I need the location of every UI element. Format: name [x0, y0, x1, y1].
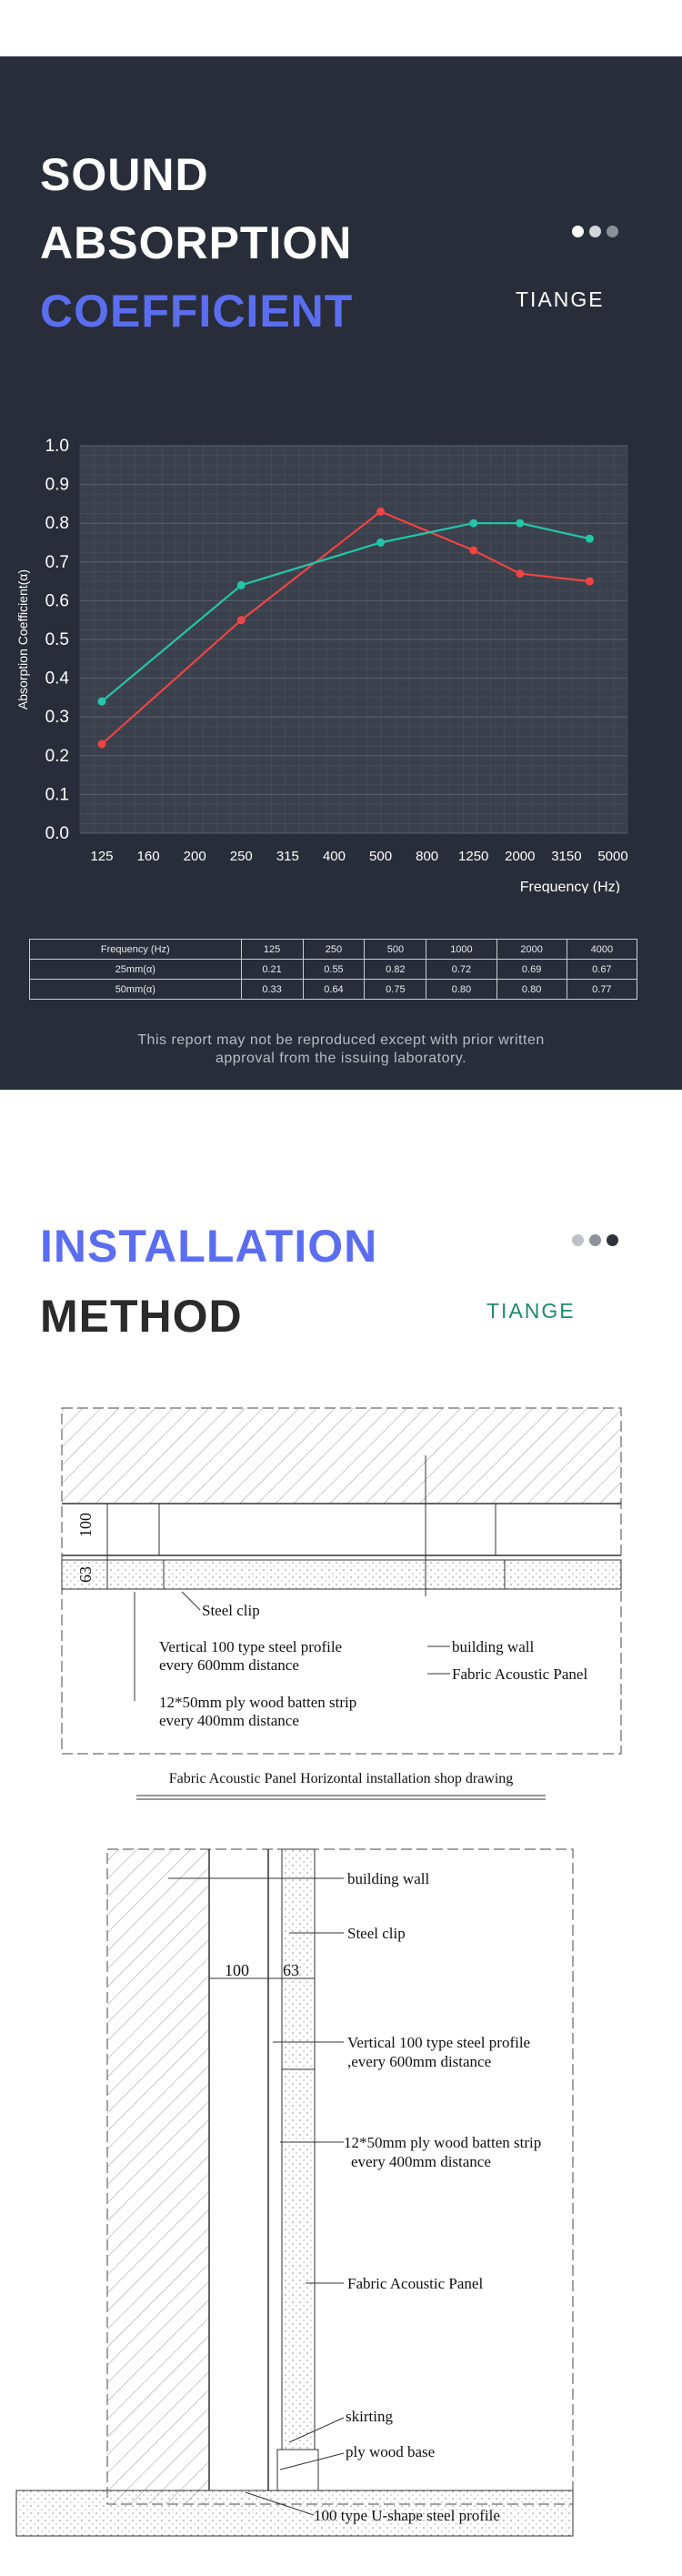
- dot-1: [572, 226, 584, 237]
- report-note-line-1: This report may not be reproduced except with prior written: [137, 1032, 545, 1048]
- v-panel-label: Fabric Acoustic Panel: [347, 2275, 484, 2292]
- x-tick-label: 500: [369, 849, 393, 864]
- horizontal-install-drawing: [0, 1401, 682, 1810]
- y-tick-label: 0.0: [45, 824, 69, 843]
- x-tick-label: 800: [416, 849, 439, 864]
- v-dim-100-label: 100: [225, 1961, 249, 1979]
- x-tick-label: 400: [322, 849, 346, 864]
- x-axis-label: Frequency (Hz): [519, 880, 620, 893]
- y-tick-label: 0.4: [45, 669, 69, 689]
- profile-label-1: Vertical 100 type steel profile: [159, 1638, 343, 1655]
- table-cell: 0.21: [241, 960, 303, 980]
- skirting-block: [277, 2450, 318, 2490]
- table-cell: 0.55: [303, 960, 365, 980]
- steel-clip-label: Steel clip: [202, 1602, 260, 1619]
- dim-100-label: 100: [76, 1513, 95, 1537]
- series-point-0: [516, 569, 524, 578]
- y-tick-label: 0.8: [45, 514, 69, 534]
- table-cell: 0.75: [365, 980, 426, 1000]
- table-header-row: [30, 940, 637, 960]
- dot-3: [607, 226, 618, 237]
- dim-63-label: 63: [76, 1566, 95, 1583]
- batten-label-2: every 400mm distance: [159, 1712, 299, 1729]
- table-cell: 0.77: [567, 980, 637, 1000]
- title-sound: SOUND: [40, 149, 209, 200]
- y-tick-label: 0.9: [45, 475, 69, 495]
- table-cell: 0.69: [496, 960, 567, 980]
- x-tick-label: 250: [229, 849, 253, 864]
- series-point-0: [237, 616, 246, 624]
- series-point-1: [516, 519, 524, 528]
- x-tick-label: 1250: [458, 849, 489, 864]
- y-axis-label: Absorption Coefficient(α): [15, 569, 30, 710]
- table-header-cell: 500: [365, 940, 426, 960]
- title-installation: INSTALLATION: [40, 1221, 378, 1272]
- v-steel-clip-label: Steel clip: [347, 1925, 406, 1942]
- series-point-1: [376, 538, 385, 547]
- v-batten-label-1: 12*50mm ply wood batten strip: [344, 2134, 542, 2151]
- wall-label: building wall: [452, 1638, 535, 1655]
- x-tick-label: 3150: [551, 849, 582, 864]
- panel-strip: [62, 1560, 621, 1589]
- horizontal-caption: Fabric Acoustic Panel Horizontal installation shop drawing: [168, 1771, 514, 1786]
- pagination-dots-2: [572, 1234, 618, 1246]
- series-point-0: [586, 578, 594, 586]
- series-point-1: [469, 519, 477, 528]
- table-header-cell: 1000: [426, 940, 496, 960]
- table-cell: 0.64: [303, 980, 365, 1000]
- absorption-chart: [0, 438, 682, 893]
- panel-label: Fabric Acoustic Panel: [452, 1665, 588, 1683]
- v-profile-label-2: ,every 600mm distance: [347, 2053, 492, 2070]
- y-tick-label: 0.6: [45, 591, 69, 611]
- title-method: METHOD: [40, 1291, 243, 1342]
- pagination-dots: [572, 226, 618, 237]
- x-tick-label: 200: [183, 849, 206, 864]
- table-header-cell: 2000: [496, 940, 567, 960]
- y-tick-label: 0.5: [45, 630, 69, 649]
- vertical-install-drawing: [0, 1842, 682, 2570]
- table-header-cell: 4000: [567, 940, 637, 960]
- v-wall-label: building wall: [347, 1870, 430, 1887]
- v-u-profile-label: 100 type U-shape steel profile: [314, 2507, 500, 2524]
- y-tick-label: 1.0: [45, 438, 69, 456]
- brand-logo-text: TIANGE: [486, 1299, 576, 1323]
- brand-logo-text: TIANGE: [516, 287, 605, 311]
- table-header-cell: 250: [303, 940, 365, 960]
- title-absorption: ABSORPTION: [40, 217, 353, 268]
- dot-2: [589, 226, 601, 237]
- table-cell: 0.80: [426, 980, 496, 1000]
- table-cell: 0.33: [241, 980, 303, 1000]
- v-profile-label-1: Vertical 100 type steel profile: [347, 2034, 531, 2051]
- series-point-1: [237, 581, 246, 589]
- coefficient-table: [29, 939, 637, 1000]
- profile-label-2: every 600mm distance: [159, 1656, 299, 1674]
- table-cell: 0.82: [365, 960, 426, 980]
- v-dim-63-label: 63: [283, 1961, 299, 1979]
- table-cell: 0.80: [496, 980, 567, 1000]
- series-point-1: [98, 698, 106, 706]
- y-tick-label: 0.1: [45, 785, 69, 805]
- table-cell: 50mm(α): [30, 980, 242, 1000]
- dot-2: [589, 1234, 601, 1246]
- sound-section: [0, 56, 682, 1090]
- table-cell: 0.67: [567, 960, 637, 980]
- wall-hatch: [107, 1849, 209, 2504]
- report-note-line-2: approval from the issuing laboratory.: [215, 1051, 467, 1066]
- batten-label-1: 12*50mm ply wood batten strip: [159, 1694, 357, 1711]
- brand-logo: [516, 287, 605, 312]
- table-header-cell: 125: [241, 940, 303, 960]
- x-tick-label: 160: [136, 849, 160, 864]
- table-header-cell: Frequency (Hz): [30, 940, 242, 960]
- series-point-0: [376, 508, 385, 516]
- table-cell: 25mm(α): [30, 960, 242, 980]
- series-point-0: [98, 740, 106, 749]
- table-row: [30, 980, 637, 1000]
- x-tick-label: 2000: [505, 849, 536, 864]
- v-skirting-label: skirting: [346, 2408, 393, 2425]
- dot-3: [607, 1234, 618, 1246]
- table-row: [30, 960, 637, 980]
- v-base-label: ply wood base: [346, 2443, 436, 2460]
- title-coefficient: COEFFICIENT: [40, 286, 354, 337]
- table-cell: 0.72: [426, 960, 496, 980]
- x-tick-label: 125: [90, 849, 114, 864]
- series-point-0: [469, 547, 477, 555]
- panel-column: [282, 1849, 315, 2490]
- brand-logo-2: [486, 1299, 576, 1323]
- x-tick-label: 5000: [597, 849, 628, 864]
- series-point-1: [586, 535, 594, 543]
- v-batten-label-2: every 400mm distance: [351, 2153, 491, 2170]
- y-tick-label: 0.2: [45, 746, 69, 766]
- x-tick-label: 315: [276, 849, 299, 864]
- y-tick-label: 0.7: [45, 552, 69, 572]
- y-tick-label: 0.3: [45, 708, 69, 728]
- dot-1: [572, 1234, 584, 1246]
- wall-hatch: [62, 1408, 621, 1504]
